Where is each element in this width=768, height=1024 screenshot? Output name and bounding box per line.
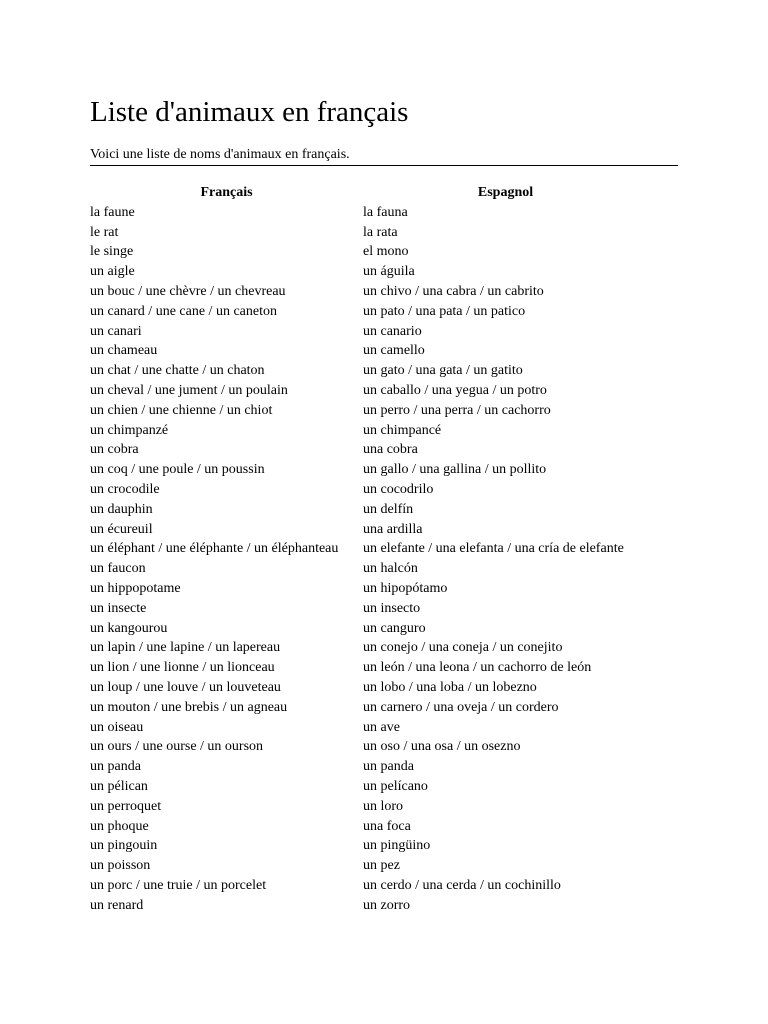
table-row — [90, 223, 648, 243]
french-term: un chameau — [90, 343, 158, 359]
header-row — [90, 183, 648, 203]
french-term: un éléphant / une éléphante / un éléphanteau — [90, 541, 339, 557]
table-row — [90, 401, 648, 421]
french-term: un coq / une poule / un poussin — [90, 462, 265, 478]
spanish-term: un caballo / una yegua / un potro — [363, 382, 547, 398]
spanish-term: un hipopótamo — [363, 580, 448, 596]
table-row — [90, 757, 648, 777]
table-row — [90, 262, 648, 282]
spanish-term: un delfín — [363, 501, 414, 517]
table-row — [90, 282, 648, 302]
spanish-term: un pato / una pata / un patico — [363, 303, 526, 319]
table-row — [90, 242, 648, 262]
french-term: un chien / une chienne / un chiot — [90, 402, 273, 418]
table-row — [90, 361, 648, 381]
vocabulary-table — [90, 183, 648, 915]
french-term: un loup / une louve / un louveteau — [90, 679, 281, 695]
spanish-term: un águila — [363, 264, 415, 280]
table-row — [90, 302, 648, 322]
french-term: un ours / une ourse / un ourson — [90, 739, 264, 755]
spanish-term: un chivo / una cabra / un cabrito — [363, 283, 544, 299]
french-term: un bouc / une chèvre / un chevreau — [90, 283, 286, 299]
table-row — [90, 777, 648, 797]
table-row — [90, 322, 648, 342]
table-row — [90, 460, 648, 480]
table-body — [90, 203, 648, 916]
table-row — [90, 559, 648, 579]
french-term: un dauphin — [90, 501, 153, 517]
table-row — [90, 856, 648, 876]
french-term: un insecte — [90, 600, 147, 616]
spanish-term: un cerdo / una cerda / un cochinillo — [363, 877, 561, 893]
table-row — [90, 539, 648, 559]
spanish-term: un pingüino — [363, 838, 431, 854]
spanish-term: una ardilla — [363, 521, 423, 537]
column-header-spanish: Espagnol — [477, 185, 534, 200]
table-row — [90, 500, 648, 520]
table-row — [90, 341, 648, 361]
table-row — [90, 381, 648, 401]
spanish-term: un gato / una gata / un gatito — [363, 363, 523, 379]
column-header-french: Français — [200, 185, 253, 200]
french-term: la faune — [90, 204, 135, 220]
spanish-term: un insecto — [363, 600, 421, 616]
spanish-term: un león / una leona / un cachorro de león — [363, 660, 592, 676]
spanish-term: un conejo / una coneja / un conejito — [363, 640, 563, 656]
table-row — [90, 718, 648, 738]
table-row — [90, 421, 648, 441]
french-term: un renard — [90, 897, 144, 913]
french-term: un pélican — [90, 778, 148, 794]
french-term: un lion / une lionne / un lionceau — [90, 660, 275, 676]
spanish-term: un camello — [363, 343, 425, 359]
intro-paragraph: Voici une liste de noms d'animaux en français. — [90, 146, 678, 166]
french-term: un cobra — [90, 442, 139, 458]
table-row — [90, 836, 648, 856]
french-term: un phoque — [90, 818, 149, 834]
french-term: un panda — [90, 759, 141, 775]
french-term: un chat / une chatte / un chaton — [90, 363, 265, 379]
table-row — [90, 797, 648, 817]
spanish-term: un lobo / una loba / un lobezno — [363, 679, 537, 695]
spanish-term: un gallo / una gallina / un pollito — [363, 462, 547, 478]
table-row — [90, 520, 648, 540]
table-row — [90, 737, 648, 757]
french-term: un écureuil — [90, 521, 153, 537]
table-header — [90, 183, 648, 203]
french-term: un canard / une cane / un caneton — [90, 303, 277, 319]
spanish-term: un canguro — [363, 620, 426, 636]
french-term: un chimpanzé — [90, 422, 169, 438]
table-row — [90, 599, 648, 619]
table-row — [90, 638, 648, 658]
page-title: Liste d'animaux en français — [90, 96, 409, 128]
table-row — [90, 876, 648, 896]
spanish-term: un perro / una perra / un cachorro — [363, 402, 551, 418]
french-term: un kangourou — [90, 620, 168, 636]
french-term: un poisson — [90, 858, 151, 874]
table-row — [90, 203, 648, 223]
french-term: un hippopotame — [90, 580, 181, 596]
spanish-term: un loro — [363, 798, 404, 814]
spanish-term: una foca — [363, 818, 411, 834]
table-row — [90, 619, 648, 639]
table-row — [90, 480, 648, 500]
spanish-term: un panda — [363, 759, 414, 775]
table-row — [90, 896, 648, 916]
french-term: un pingouin — [90, 838, 158, 854]
french-term: un cheval / une jument / un poulain — [90, 382, 288, 398]
french-term: un crocodile — [90, 481, 160, 497]
spanish-term: un halcón — [363, 561, 418, 577]
spanish-term: un canario — [363, 323, 422, 339]
spanish-term: un cocodrilo — [363, 481, 434, 497]
french-term: un lapin / une lapine / un lapereau — [90, 640, 281, 656]
spanish-term: un zorro — [363, 897, 411, 913]
spanish-term: una cobra — [363, 442, 418, 458]
french-term: un aigle — [90, 264, 135, 280]
table-row — [90, 440, 648, 460]
spanish-term: un chimpancé — [363, 422, 442, 438]
table-row — [90, 678, 648, 698]
french-term: un perroquet — [90, 798, 162, 814]
spanish-term: la rata — [363, 224, 398, 240]
spanish-term: el mono — [363, 244, 409, 260]
spanish-term: un pez — [363, 858, 400, 874]
table-row — [90, 698, 648, 718]
table-row — [90, 579, 648, 599]
table-row — [90, 658, 648, 678]
french-term: le rat — [90, 224, 119, 240]
spanish-term: un pelícano — [363, 778, 428, 794]
table-row — [90, 817, 648, 837]
spanish-term: un oso / una osa / un osezno — [363, 739, 521, 755]
spanish-term: un ave — [363, 719, 400, 735]
french-term: un canari — [90, 323, 142, 339]
french-term: un oiseau — [90, 719, 144, 735]
spanish-term: la fauna — [363, 204, 408, 220]
spanish-term: un carnero / una oveja / un cordero — [363, 699, 559, 715]
french-term: un faucon — [90, 561, 146, 577]
french-term: un mouton / une brebis / un agneau — [90, 699, 288, 715]
french-term: un porc / une truie / un porcelet — [90, 877, 267, 893]
spanish-term: un elefante / una elefanta / una cría de elefante — [363, 541, 624, 557]
french-term: le singe — [90, 244, 134, 260]
